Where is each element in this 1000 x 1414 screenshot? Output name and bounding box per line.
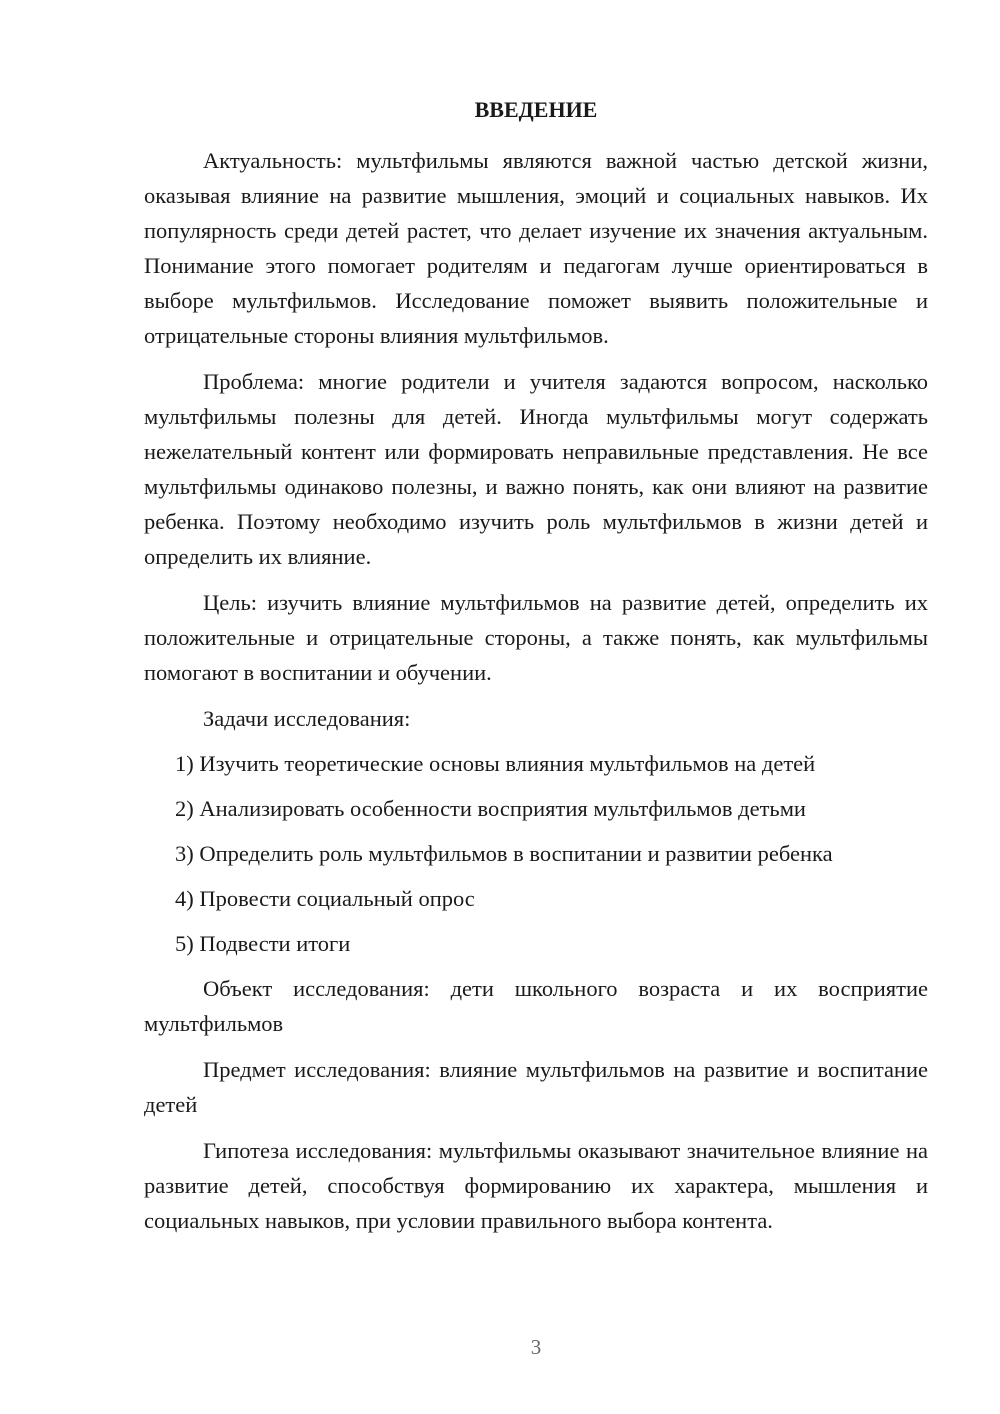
problem-paragraph: Проблема: многие родители и учителя задаются вопросом, насколько мультфильмы полезны для детей. Иногда мультфильмы могут содержать нежелательный контент или формировать неправильные представления. Не все мультфильмы одинаково полезны, и важно понять, как они влияют на развитие ребенка. Поэтому необходимо изучить роль мультфильмов в жизни детей и определить их влияние.	[144, 369, 928, 569]
subject-paragraph: Предмет исследования: влияние мультфильмов на развитие и воспитание детей	[144, 1057, 928, 1117]
section-title: ВВЕДЕНИЕ	[474, 97, 598, 122]
document-page	[144, 93, 928, 1249]
task-item-4: 4) Провести социальный опрос	[175, 886, 475, 911]
tasks-heading: Задачи исследования:	[203, 706, 411, 731]
task-item-2: 2) Анализировать особенности восприятия мультфильмов детьми	[175, 796, 806, 821]
goal-paragraph: Цель: изучить влияние мультфильмов на развитие детей, определить их положительные и отрицательные стороны, а также понять, как мультфильмы помогают в воспитании и обучении.	[144, 590, 928, 685]
relevance-paragraph: Актуальность: мультфильмы являются важной частью детской жизни, оказывая влияние на развитие мышления, эмоций и социальных навыков. Их популярность среди детей растет, что делает изучение их значения актуальным. Понимание этого помогает родителям и педагогам лучше ориентироваться в выборе мультфильмов. Исследование поможет выявить положительные и отрицательные стороны влияния мультфильмов.	[144, 148, 928, 348]
task-list	[144, 746, 928, 961]
task-item-3: 3) Определить роль мультфильмов в воспитании и развитии ребенка	[175, 841, 833, 866]
hypothesis-paragraph: Гипотеза исследования: мультфильмы оказывают значительное влияние на развитие детей, способствуя формированию их характера, мышления и социальных навыков, при условии правильного выбора контента.	[144, 1138, 928, 1233]
page-number: 3	[530, 1335, 542, 1359]
task-item-5: 5) Подвести итоги	[175, 931, 351, 956]
task-item-1: 1) Изучить теоретические основы влияния мультфильмов на детей	[175, 751, 816, 776]
object-paragraph: Объект исследования: дети школьного возраста и их восприятие мультфильмов	[144, 976, 928, 1036]
